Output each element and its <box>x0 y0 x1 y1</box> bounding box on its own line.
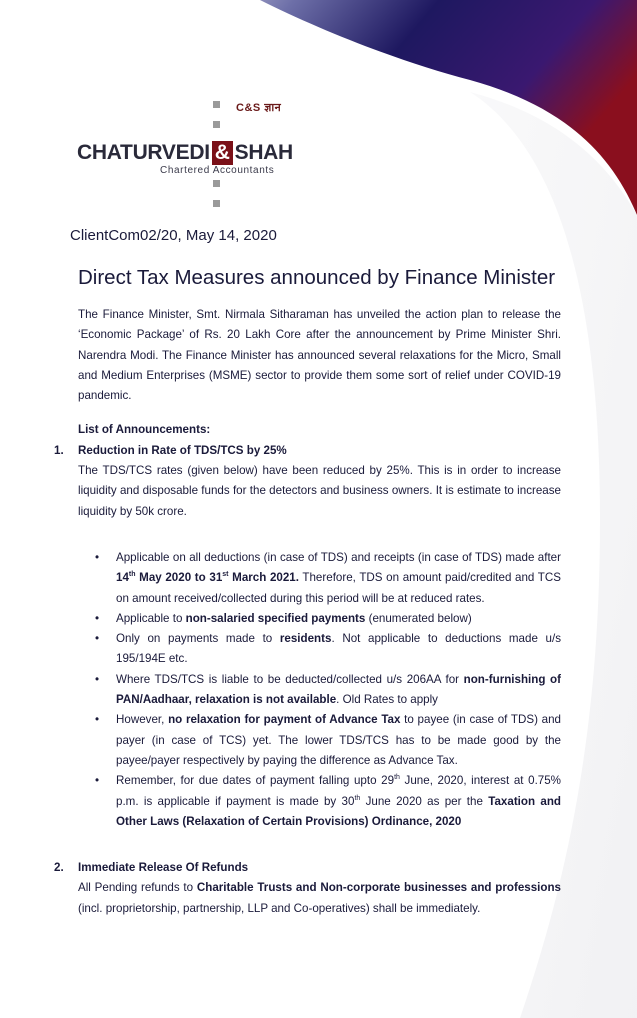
bullet-date <box>116 571 299 584</box>
bullet-emphasis: non-furnishing of PAN/Aadhaar, relaxation is not available <box>116 672 561 707</box>
bullet-text: (enumerated below) <box>365 611 472 625</box>
logo-ampersand: & <box>212 141 233 165</box>
section-1-heading-text: Reduction in Rate of TDS/TCS by 25% <box>78 443 287 457</box>
document-body <box>54 305 561 919</box>
bullet-item <box>95 771 561 832</box>
bullet-text: Remember, for due dates of payment falling upto 29 <box>116 774 395 788</box>
bullet-date-sup: th <box>128 571 136 579</box>
bullet-text: . Old Rates to apply <box>336 693 438 707</box>
bullet-icon: • <box>95 632 100 646</box>
logo-square <box>213 121 220 128</box>
bullet-item <box>95 548 561 609</box>
bullet-emphasis: no relaxation for payment of Advance Tax <box>168 713 401 727</box>
section-1-number: 1. <box>54 443 64 457</box>
section-2-number: 2. <box>54 861 64 875</box>
logo-subtitle: Chartered Accountants <box>160 165 275 176</box>
bullet-icon: • <box>95 774 100 788</box>
logo-square <box>213 101 220 108</box>
bullet-text: . Not applicable to deductions made u/s 195/194E etc. <box>116 632 561 666</box>
bullet-date-part: May 2020 to 31 <box>135 571 223 585</box>
bullet-text: Applicable on all deductions (in case of TDS) and receipts (in case of TDS) made after <box>116 550 561 564</box>
section-2-heading <box>54 858 561 878</box>
company-logo <box>0 0 637 230</box>
bullet-date-part: March 2021. <box>228 571 299 585</box>
list-heading: List of Announcements: <box>78 423 211 437</box>
logo-square <box>213 180 220 187</box>
bullet-icon: • <box>95 713 100 727</box>
bullet-icon: • <box>95 611 100 625</box>
bullet-item <box>95 629 561 670</box>
bullet-date-sup: st <box>222 571 229 579</box>
bullet-text: However, <box>116 713 169 727</box>
logo-square <box>213 200 220 207</box>
section-1-bullet-list <box>78 548 561 832</box>
bullet-text: to payee (in case of TDS) and payer (in case of TCS) yet. The lower TDS/TCS has to be made good by the payee/payer respectively by paying the difference as Advance Tax. <box>116 713 561 767</box>
bullet-text: Applicable to <box>116 611 186 625</box>
bullet-emphasis: Taxation and Other Laws (Relaxation of Certain Provisions) Ordinance, 2020 <box>116 794 561 828</box>
section-2-body <box>78 878 561 919</box>
section-1-body: The TDS/TCS rates (given below) have been reduced by 25%. This is in order to increase liquidity and disposable funds for the detectors and business owners. It is estimate to increase liquidity by 50k crore. <box>78 464 561 518</box>
bullet-date-part: 14 <box>116 571 129 585</box>
document-title: Direct Tax Measures announced by Finance Minister <box>78 266 556 289</box>
section-2-text: All Pending refunds to <box>78 881 197 895</box>
bullet-icon: • <box>95 672 100 686</box>
bullet-item <box>95 710 561 771</box>
bullet-text: June 2020 as per the <box>360 794 489 808</box>
bullet-text: Therefore, TDS on amount paid/credited and TCS on amount received/collected during this period will be at reduced rates. <box>116 571 561 605</box>
logo-tagline: C&S ज्ञान <box>236 102 282 114</box>
section-2-text: (incl. proprietorship, partnership, LLP and Co-operatives) shall be immediately. <box>78 901 481 915</box>
section-1-heading <box>54 441 561 461</box>
logo-name-left: CHATURVEDI <box>77 141 210 164</box>
bullet-item <box>95 670 561 711</box>
section-2-emphasis: Charitable Trusts and Non-corporate businesses and professions <box>196 881 561 895</box>
document-reference: ClientCom02/20, May 14, 2020 <box>70 227 277 244</box>
bullet-icon: • <box>95 550 100 564</box>
bullet-item <box>95 609 561 629</box>
bullet-emphasis: residents <box>279 632 332 646</box>
logo-name-right: SHAH <box>234 141 293 164</box>
bullet-emphasis: non-salaried specified payments <box>185 611 366 625</box>
bullet-sup: th <box>394 774 400 782</box>
section-2-heading-text: Immediate Release Of Refunds <box>78 861 249 875</box>
logo-wordmark <box>77 141 293 165</box>
intro-paragraph: The Finance Minister, Smt. Nirmala Sitharaman has unveiled the action plan to release the ‘Economic Package’ of Rs. 20 Lakh Core after the announcement by Prime Minister Shri. Narendra Modi. The Finance Minister has announced several relaxations for the Micro, Small and Medium Enterprises (MSME) sector to provide them some sort of relief under COVID-19 pandemic. <box>78 308 561 403</box>
bullet-sup: th <box>354 794 361 802</box>
bullet-text: Where TDS/TCS is liable to be deducted/collected u/s 206AA for <box>116 672 464 686</box>
bullet-text: June, 2020, interest at 0.75% p.m. is applicable if payment is made by 30 <box>116 774 561 808</box>
bullet-text: Only on payments made to <box>116 632 280 646</box>
